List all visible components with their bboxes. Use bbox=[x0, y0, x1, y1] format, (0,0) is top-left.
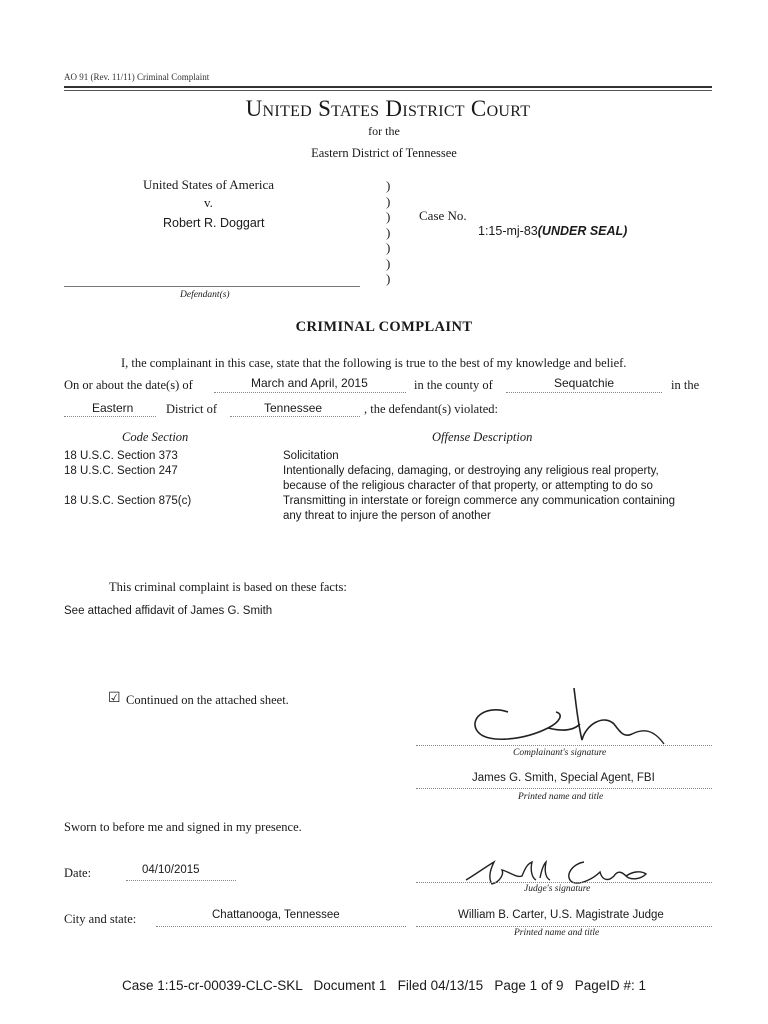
see-attached-affidavit: See attached affidavit of James G. Smith bbox=[64, 605, 273, 617]
state-line bbox=[230, 416, 360, 417]
facts-basis: This criminal complaint is based on these facts: bbox=[109, 580, 347, 594]
judge-printed-name: William B. Carter, U.S. Magistrate Judge bbox=[458, 909, 664, 921]
case-no-label: Case No. bbox=[419, 208, 467, 223]
date-label: Date: bbox=[64, 866, 92, 880]
defendant-name: Robert R. Doggart bbox=[163, 216, 265, 230]
offense-description-header: Offense Description bbox=[432, 430, 533, 444]
dates-value: March and April, 2015 bbox=[251, 376, 368, 390]
county-line bbox=[506, 392, 662, 393]
form-header: AO 91 (Rev. 11/11) Criminal Complaint bbox=[64, 72, 210, 82]
district-of-label: District of bbox=[166, 402, 218, 416]
district-name: Eastern District of Tennessee bbox=[311, 146, 457, 160]
state-value: Tennessee bbox=[264, 401, 323, 415]
district-value: Eastern bbox=[92, 401, 134, 415]
continued-label: Continued on the attached sheet. bbox=[126, 693, 289, 707]
plaintiff: United States of America bbox=[143, 177, 275, 192]
case-footer: Case 1:15-cr-00039-CLC-SKL Document 1 Filed 04/13/15 Page 1 of 9 PageID #: 1 bbox=[121, 978, 647, 993]
district-line bbox=[64, 416, 156, 417]
complainant-signature-label: Complainant's signature bbox=[513, 748, 607, 758]
complaint-heading: CRIMINAL COMPLAINT bbox=[295, 319, 473, 335]
code-row-2: 18 U.S.C. Section 247 bbox=[64, 465, 178, 477]
under-seal: (UNDER SEAL) bbox=[537, 224, 628, 238]
sworn-statement: Sworn to before me and signed in my presence. bbox=[64, 820, 302, 834]
complainant-signature-line bbox=[416, 745, 712, 746]
offense-row-1: Solicitation bbox=[283, 450, 339, 462]
case-no-value: 1:15-mj-83(UNDER SEAL) bbox=[478, 224, 628, 238]
header-rule bbox=[64, 86, 712, 88]
in-the-label: in the bbox=[671, 378, 700, 392]
defendant-line bbox=[64, 286, 360, 287]
judge-name-line bbox=[416, 926, 712, 927]
defendant-label: Defendant(s) bbox=[180, 290, 230, 300]
date-line bbox=[126, 880, 236, 881]
judge-signature-label: Judge's signature bbox=[524, 884, 591, 894]
city-state-value: Chattanooga, Tennessee bbox=[212, 909, 340, 921]
on-or-about-label: On or about the date(s) of bbox=[64, 378, 193, 392]
header-rule-thin bbox=[64, 90, 712, 91]
caption-parens: ) ) ) ) ) ) ) bbox=[386, 178, 391, 286]
city-state-line bbox=[156, 926, 406, 927]
intro-statement: I, the complainant in this case, state that the following is true to the best of my knowledge and belief. bbox=[121, 356, 627, 370]
offense-row-2-line-1: Intentionally defacing, damaging, or destroying any religious real property, bbox=[283, 465, 659, 477]
complainant-name-label: Printed name and title bbox=[518, 792, 604, 802]
for-the: for the bbox=[368, 124, 400, 138]
complainant-printed-name: James G. Smith, Special Agent, FBI bbox=[472, 772, 655, 784]
judge-signature-line bbox=[416, 882, 712, 883]
date-value: 04/10/2015 bbox=[142, 864, 200, 876]
dates-line bbox=[214, 392, 406, 393]
violated-label: , the defendant(s) violated: bbox=[364, 402, 498, 416]
complainant-name-line bbox=[416, 788, 712, 789]
versus: v. bbox=[204, 195, 213, 210]
judge-name-label: Printed name and title bbox=[514, 928, 600, 938]
offense-row-2-line-2: because of the religious character of that property, or attempting to do so bbox=[283, 480, 653, 492]
code-section-header: Code Section bbox=[122, 430, 189, 444]
offense-row-3-line-2: any threat to injure the person of another bbox=[283, 510, 491, 522]
complainant-signature-image bbox=[464, 684, 704, 750]
in-county-label: in the county of bbox=[414, 378, 493, 392]
offense-row-3-line-1: Transmitting in interstate or foreign commerce any communication containing bbox=[283, 495, 676, 507]
court-title: United States District Court bbox=[245, 96, 531, 121]
code-row-1: 18 U.S.C. Section 373 bbox=[64, 450, 178, 462]
code-row-3: 18 U.S.C. Section 875(c) bbox=[64, 495, 192, 507]
city-state-label: City and state: bbox=[64, 912, 137, 926]
county-value: Sequatchie bbox=[554, 376, 615, 390]
continued-checkbox[interactable]: ☑ bbox=[108, 691, 121, 706]
